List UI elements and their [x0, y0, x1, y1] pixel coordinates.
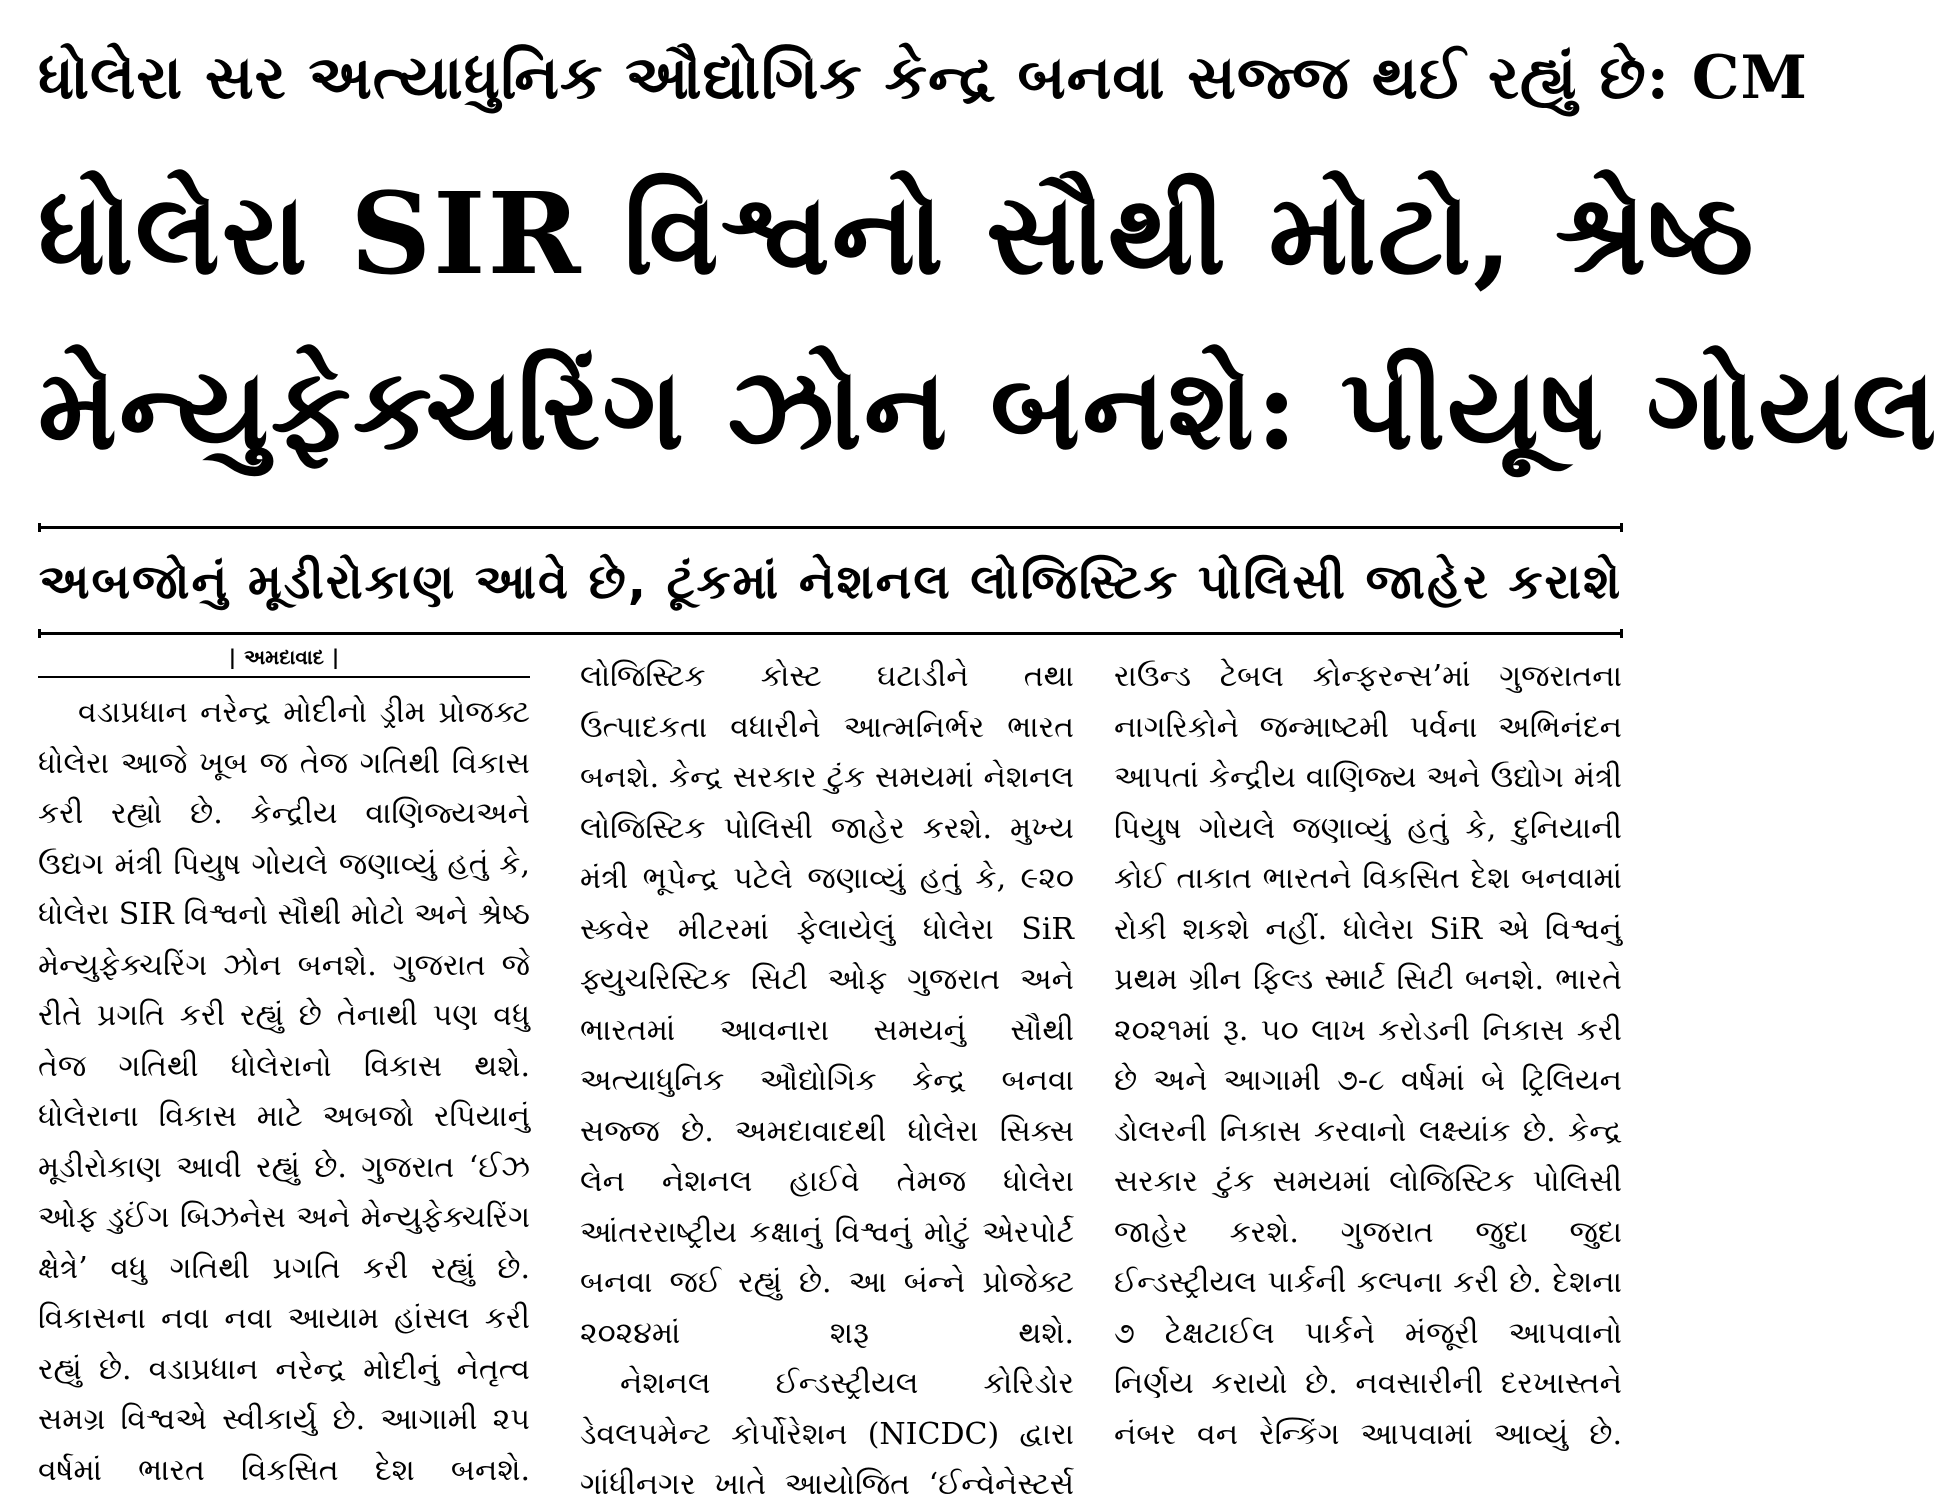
column-2-paragraph-1: લોજિસ્ટિક કોસ્ટ ઘટાડીને તથા ઉત્પાદકતા વધારીને આત્મનિર્ભર ભારત બનશે. કેન્દ્ર સરકાર ટુંક સમયમાં નેશનલ લોજિસ્ટિક પોલિસી જાહેર કરશે. મુખ્ય મંત્રી ભૂપેન્દ્ર પટેલે જણાવ્યું હતું કે, ૯૨૦ સ્કવેર મીટરમાં ફેલાયેલું ધોલેરા SiR ફ્યુચરિસ્ટિક સિટી ઓફ ગુજરાત અને ભારતમાં આવનારા સમયનું સૌથી અત્યાધુનિક ઔદ્યોગિક કેન્દ્ર બનવા સજ્જ છે. અમદાવાદથી ધોલેરા સિક્સ લેન નેશનલ હાઈવે તેમજ ધોલેરા આંતરરાષ્ટ્રીય કક્ષાનું વિશ્વનું મોટું એરપોર્ટ બનવા જઈ રહ્યું છે. આ બંન્ને પ્રોજેક્ટ ૨૦૨૪માં શરૂ થશે. — [580, 659, 1074, 1351]
main-headline-line-1: ધોલેરા SIR વિશ્વનો સૌથી મોટો, શ્રેષ્ઠ — [38, 169, 1756, 300]
subheadline: અબજોનું મૂડીરોકાણ આવે છે, ટૂંકમાં નેશનલ લોજિસ્ટિક પોલિસી જાહેર કરાશે — [38, 554, 1623, 610]
subhead-bottom-rule — [38, 632, 1623, 635]
dateline-divider-right: | — [331, 645, 340, 669]
article-column-1 — [38, 688, 530, 1498]
column-2-paragraph-2: નેશનલ ઈન્ડસ્ટ્રીયલ કોરિડોર ડેવલપમેન્ટ કોર્પોરેશન (NICDC) દ્વારા ગાંધીનગર ખાતે આયોજિત ‘ઈન્વેનેસ્ટર્સ — [580, 1366, 1074, 1502]
subhead-top-rule — [38, 526, 1623, 529]
article-column-2 — [580, 652, 1074, 1502]
column-1-paragraph-1: વડાપ્રધાન નરેન્દ્ર મોદીનો ડ્રીમ પ્રોજક્ટ ધોલેરા આજે ખૂબ જ તેજ ગતિથી વિકાસ કરી રહ્યો છે. કેન્દ્રીય વાણિજ્યઅને ઉદ્યગ મંત્રી પિયુષ ગોયલે જણાવ્યું હતું કે, ધોલેરા SIR વિશ્વનો સૌથી મોટો અને શ્રેષ્ઠ મેન્યુફેક્ચરિંગ ઝોન બનશે. ગુજરાત જે રીતે પ્રગતિ કરી રહ્યું છે તેનાથી પણ વધુ તેજ ગતિથી ધોલેરાનો વિકાસ થશે. ધોલેરાના વિકાસ માટે અબજો રપિયાનું મૂડીરોકાણ આવી રહ્યું છે. ગુજરાત ‘ઈઝ ઓફ ડુઈંગ બિઝનેસ અને મેન્યુફેક્ચરિંગ ક્ષેત્રે’ વધુ ગતિથી પ્રગતિ કરી રહ્યું છે. વિકાસના નવા નવા આયામ હાંસલ કરી રહ્યું છે. વડાપ્રધાન નરેન્દ્ર મોદીનું નેતૃત્વ સમગ્ર વિશ્વએ સ્વીકાર્યુ છે. આગામી ૨૫ વર્ષમાં ભારત વિકસિત દેશ બનશે. — [38, 695, 530, 1488]
article-column-3 — [1114, 652, 1622, 1498]
kicker-headline: ધોલેરા સર અત્યાધુનિક ઔદ્યોગિક કેન્દ્ર બનવા સજ્જ થઈ રહ્યું છે: CM — [38, 43, 1808, 113]
dateline-rule — [38, 676, 530, 678]
column-3-paragraph-1: રાઉન્ડ ટેબલ કોન્ફરન્સ’માં ગુજરાતના નાગરિકોને જન્માષ્ટમી પર્વના અભિનંદન આપતાં કેન્દ્રીય વાણિજ્ય અને ઉદ્યોગ મંત્રી પિયુષ ગોયલે જણાવ્યું હતું કે, દુનિયાની કોઈ તાકાત ભારતને વિકસિત દેશ બનવામાં રોકી શકશે નહીં. ધોલેરા SiR એ વિશ્વનું પ્રથમ ગ્રીન ફિલ્ડ સ્માર્ટ સિટી બનશે. ભારતે ૨૦૨૧માં રૂ. ૫૦ લાખ કરોડની નિકાસ કરી છે અને આગામી ૭-૮ વર્ષમાં બે ટ્રિલિયન ડોલરની નિકાસ કરવાનો લક્ષ્યાંક છે. કેન્દ્ર સરકાર ટુંક સમયમાં લોજિસ્ટિક પોલિસી જાહેર કરશે. ગુજરાત જુદા જુદા ઈન્ડસ્ટ્રીયલ પાર્કની કલ્પના કરી છે. દેશના ૭ ટેક્ષટાઈલ પાર્કને મંજૂરી આપવાનો નિર્ણય કરાયો છે. નવસારીની દરખાસ્તને નંબર વન રેન્કિંગ આપવામાં આવ્યું છે. — [1114, 659, 1622, 1452]
dateline-place: અમદાવાદ — [244, 645, 324, 669]
dateline-divider-left: | — [228, 645, 237, 669]
main-headline-line-2: મેન્યુફેક્ચરિંગ ઝોન બનશે: પીયૂષ ગોયલ — [38, 344, 1939, 475]
dateline — [38, 640, 530, 674]
